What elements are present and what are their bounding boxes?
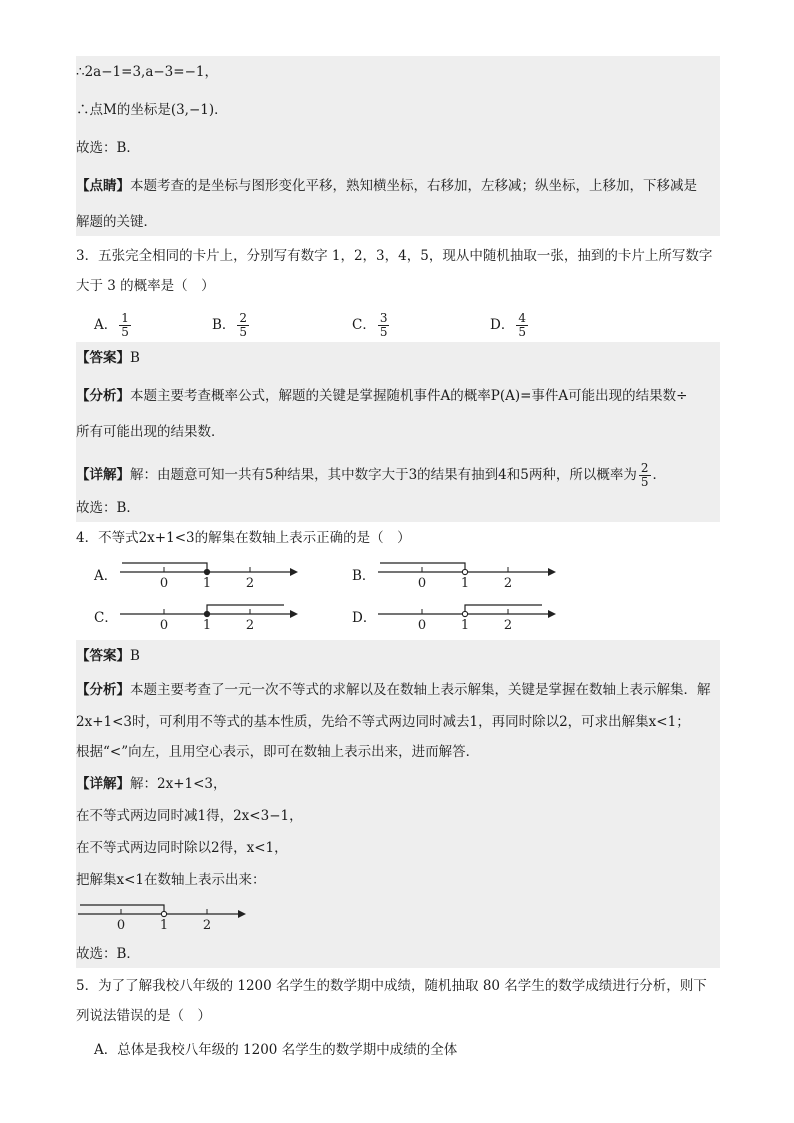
answer-value: B: [130, 350, 140, 366]
axis-arrow-icon: [238, 910, 246, 918]
q2-comment-line-2: 解题的关键．: [76, 214, 157, 230]
hollow-dot-icon: [462, 569, 467, 574]
analysis-tag: 【分析】: [76, 682, 130, 698]
q4-analysis-line-2: 2x+1<3时，可利用不等式的基本性质，先给不等式两边同时减去1，再同时除以2，可求出解集x<1；: [76, 714, 690, 730]
filled-dot-icon: [204, 611, 209, 616]
q4-detail-number-line: [76, 898, 246, 933]
tick-label: 1: [202, 576, 212, 591]
option-fraction: $\frac{1}{5}$: [121, 311, 129, 339]
q4-answer: [76, 646, 140, 666]
q4-choose: 故选：B．: [76, 946, 140, 962]
answer-tag: 【答案】: [76, 648, 130, 664]
tick-label: 1: [159, 918, 169, 933]
comment-text: 本题考查的是坐标与图形变化平移，熟知横坐标，右移加，左移减；纵坐标，上移加，下移减是: [130, 178, 697, 194]
tick-label: 2: [202, 918, 212, 933]
q4-detail: [76, 774, 227, 794]
q2-solution-block: [76, 56, 720, 236]
q4-stem: 4．不等式2x+1<3的解集在数轴上表示正确的是（ ）: [76, 530, 411, 546]
comment-tag: 【点睛】: [76, 178, 130, 194]
q3-choose: 故选：B．: [76, 500, 140, 516]
answer-tag: 【答案】: [76, 350, 130, 366]
tick-label: 0: [159, 576, 169, 591]
tick-label: 0: [417, 618, 427, 633]
analysis-text: 本题主要考查概率公式，解题的关键是掌握随机事件A的概率P(A)=事件A可能出现的结果数÷: [130, 388, 688, 404]
axis-arrow-icon: [548, 610, 556, 618]
tick-label: 0: [116, 918, 126, 933]
q5-option-a[interactable]: A．总体是我校八年级的 1200 名学生的数学期中成绩的全体: [94, 1042, 458, 1058]
q3-stem-line-2: 大于 3 的概率是（ ）: [76, 278, 215, 294]
answer-value: B: [130, 648, 140, 664]
detail-text: 解：2x+1<3，: [130, 776, 227, 792]
q3-analysis-line-2: 所有可能出现的结果数．: [76, 424, 225, 440]
q3-detail: [76, 462, 666, 489]
q4-detail-line-4: 把解集x<1在数轴上表示出来：: [76, 872, 266, 888]
detail-tag: 【详解】: [76, 467, 130, 483]
q3-analysis: [76, 386, 688, 406]
tick-label: 1: [460, 576, 470, 591]
solution-bracket: [207, 605, 284, 614]
detail-end: ．: [652, 467, 666, 483]
q4-analysis: [76, 680, 711, 700]
detail-tag: 【详解】: [76, 776, 130, 792]
tick-label: 2: [245, 618, 255, 633]
q4-option-b-label[interactable]: B．: [352, 568, 376, 584]
analysis-text: 本题主要考查了一元一次不等式的求解以及在数轴上表示解集，关键是掌握在数轴上表示解集．解: [130, 682, 711, 698]
axis-arrow-icon: [548, 568, 556, 576]
q4-option-d-number-line[interactable]: [376, 598, 556, 633]
hollow-dot-icon: [462, 611, 467, 616]
option-label: B．: [212, 317, 236, 333]
q4-detail-line-2: 在不等式两边同时减1得，2x<3−1，: [76, 808, 303, 824]
q5-stem-line-1: 5．为了了解我校八年级的 1200 名学生的数学期中成绩，随机抽取 80 名学生的数学成绩进行分析，则下: [76, 978, 707, 994]
filled-dot-icon: [204, 569, 209, 574]
q4-option-c-label[interactable]: C．: [94, 610, 118, 626]
tick-label: 2: [503, 618, 513, 633]
option-label: C．: [352, 317, 376, 333]
option-fraction: $\frac{3}{5}$: [379, 311, 388, 339]
solution-bracket: [465, 605, 542, 614]
q4-option-c-number-line[interactable]: [118, 598, 298, 633]
q4-detail-line-3: 在不等式两边同时除以2得，x<1，: [76, 840, 288, 856]
tick-label: 0: [159, 618, 169, 633]
q3-option-b[interactable]: [212, 312, 251, 339]
q5-stem-line-2: 列说法错误的是（ ）: [76, 1008, 211, 1024]
q2-line-1: ∴2a−1=3,a−3=−1，: [76, 64, 218, 80]
q3-option-c[interactable]: [352, 312, 391, 339]
solution-bracket: [80, 905, 164, 914]
q4-option-a-label[interactable]: A．: [94, 568, 118, 584]
axis-arrow-icon: [290, 610, 298, 618]
q3-answer: [76, 348, 140, 368]
option-fraction: $\frac{4}{5}$: [518, 311, 526, 339]
tick-label: 2: [245, 576, 255, 591]
tick-label: 1: [202, 618, 212, 633]
q2-line-2: ∴点M的坐标是(3,−1)．: [76, 102, 228, 118]
tick-label: 0: [417, 576, 427, 591]
q4-option-d-label[interactable]: D．: [352, 610, 377, 626]
q2-comment: [76, 176, 697, 196]
q4-option-b-number-line[interactable]: [376, 556, 556, 591]
detail-text: 解：由题意可知一共有5种结果，其中数字大于3的结果有抽到4和5两种，所以概率为: [130, 467, 637, 483]
tick-label: 2: [503, 576, 513, 591]
axis-arrow-icon: [290, 568, 298, 576]
q3-stem-line-1: 3．五张完全相同的卡片上，分别写有数字 1，2，3，4，5，现从中随机抽取一张，抽到的卡片上所写数字: [76, 248, 713, 264]
q2-choose: 故选：B．: [76, 140, 140, 156]
option-label: A．: [94, 317, 118, 333]
detail-fraction: $\frac{2}{5}$: [640, 461, 649, 489]
hollow-dot-icon: [161, 911, 166, 916]
q3-option-d[interactable]: [490, 312, 530, 339]
option-label: D．: [490, 317, 515, 333]
option-fraction: $\frac{2}{5}$: [239, 311, 248, 339]
q4-analysis-line-3: 根据“<”向左，且用空心表示，即可在数轴上表示出来，进而解答．: [76, 744, 480, 760]
analysis-tag: 【分析】: [76, 388, 130, 404]
tick-label: 1: [460, 618, 470, 633]
q4-option-a-number-line[interactable]: [118, 556, 298, 591]
q3-option-a[interactable]: [94, 312, 133, 339]
